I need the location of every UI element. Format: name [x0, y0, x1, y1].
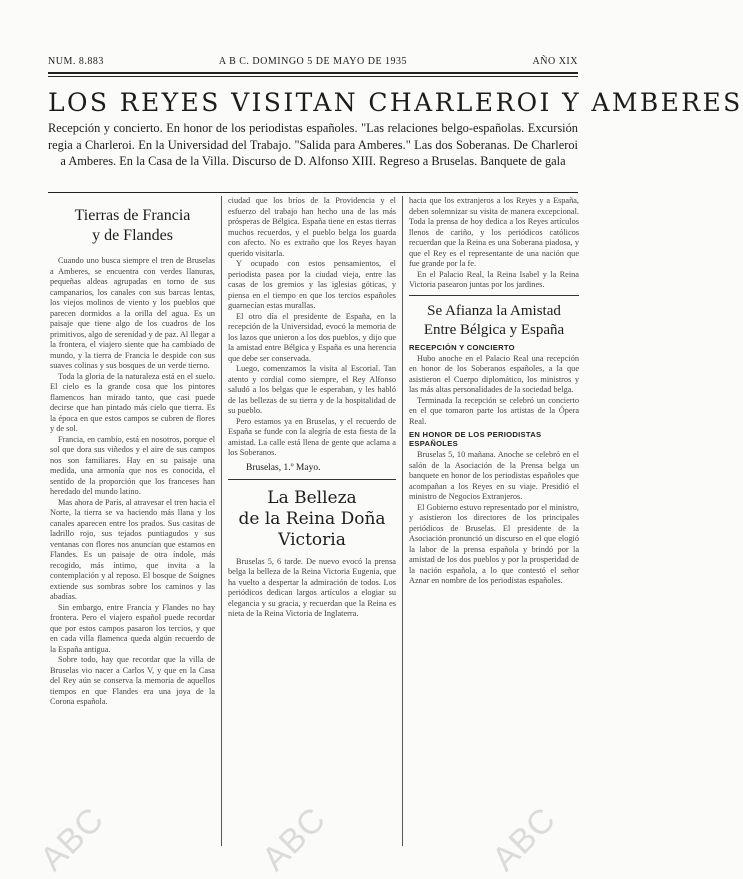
title-line: Tierras de Francia — [74, 207, 191, 224]
issue-number: NUM. 8.883 — [48, 56, 104, 67]
article-title — [50, 206, 215, 246]
paragraph: ciudad que los bríos de la Providencia y el esfuerzo del trabajo han hecho una de las más prósperas de Bélgica. España tiene en estas tierras muchos recuerdos, y el pueblo belga los guarda con afecto. No es extraño que los Reyes hayan querido visitarla. — [228, 196, 396, 258]
column-divider — [221, 196, 222, 846]
masthead-date: A B C. DOMINGO 5 DE MAYO DE 1935 — [218, 56, 408, 67]
title-line: de la Reina Doña Victoria — [238, 508, 386, 550]
paragraph: El otro día el presidente de España, en la recepción de la Universidad, evocó la memoria de los lazos que unieron a los dos pueblos, y dijo que la amistad entre Bélgica y España es una herencia que debe ser conservada. — [228, 311, 396, 363]
watermark: ABC — [254, 799, 334, 879]
paragraph: Mas ahora de París, al atravesar el tren hacia el Norte, la tierra se va haciendo más llana y los canales aparecen entre los prados. Sus casitas de ladrillo rojo, sus tejados puntiagudos y sus ventanas con flores nos anuncian que estamos en Flandes. Es un paisaje de otra índole, más recogido, más íntimo, que invita a la contemplación y al reposo. El bosque de Soignes extiende sus sombras sobre los caminos y las abadías. — [50, 497, 215, 601]
paragraph: En el Palacio Real, la Reina Isabel y la Reina Victoria pasearon juntas por los jardines. — [409, 269, 579, 289]
masthead — [48, 56, 578, 70]
paragraph: Pero estamos ya en Bruselas, y el recuerdo de España se funde con la alegría de esta fiesta de la amistad. La calle está llena de gente que aclama a los Soberanos. — [228, 416, 396, 457]
divider — [409, 295, 579, 296]
divider — [228, 479, 396, 480]
column-1 — [50, 196, 215, 846]
title-line: y de Flandes — [92, 227, 173, 244]
paragraph: Hubo anoche en el Palacio Real una recepción en honor de los Soberanos españoles, a la que asistieron el Cuerpo diplomático, los ministros y las más altas personalidades de la sociedad belga. — [409, 353, 579, 394]
article-title — [228, 488, 396, 551]
headline: LOS REYES VISITAN CHARLEROI Y AMBERES — [48, 88, 743, 117]
paragraph: Toda la gloria de la naturaleza está en el suelo. El cielo es la grande cosa que los pintores flamencos han mirado tanto, que casi puede decirse que han pintado más cielo que tierra. Es la época en que estos campos se cubren de flores y de sol. — [50, 371, 215, 433]
paragraph: Y ocupado con estos pensamientos, el periodista pasea por la ciudad vieja, entre las casas de los gremios y las iglesias góticas, y piensa en el tiempo en que los tercios españoles guarnecían estas murallas. — [228, 259, 396, 310]
section-kicker: RECEPCIÓN Y CONCIERTO — [409, 342, 515, 352]
masthead-year: AÑO XIX — [532, 56, 578, 67]
paragraph: hacia que los extranjeros a los Reyes y a España, deben solemnizar su visita de manera excepcional. Toda la prensa de hoy dedica a los Reyes artículos llenos de cariño, y los periódicos católicos recuerdan que la Reina es una Soberana piadosa, y que el Rey es el representante de una nación que fue grande por la fe. — [409, 196, 579, 268]
title-line: Entre Bélgica y España — [423, 321, 565, 338]
paragraph: Sobre todo, hay que recordar que la villa de Bruselas vio nacer a Carlos V, y que en la Casa del Rey aún se conserva la memoria de aquellos tiempos en que Flandes era una joya de la Corona española. — [50, 655, 215, 706]
paragraph: Bruselas 5, 10 mañana. Anoche se celebró en el salón de la Asociación de la Prensa belga un banquete en honor de los periodistas españoles que acompañan a los Reyes en su viaje. Presidió el ministro de Negocios Extranjeros. — [409, 450, 579, 501]
subhead: Recepción y concierto. En honor de los periodistas españoles. "Las relaciones belgo-españolas. Excursión regia a Charleroi. En la Universidad del Trabajo. "Salida para Amberes." Las dos Soberanas. De Charleroi a Amberes. En la Casa de la Villa. Discurso de D. Alfonso XIII. Regreso a Bruselas. Banquete de gala — [48, 121, 578, 168]
column-2 — [228, 196, 396, 846]
masthead-rule-thin — [48, 76, 578, 77]
title-line: La Belleza — [267, 487, 357, 508]
paragraph: Francia, en cambio, está en nosotros, porque el sol que dora sus viñedos y el aire de sus campos nos son familiares. Hay en su paisaje una medida, una armonía que nos es conocida, el sentido de la proporción que los franceses han heredado del mundo latino. — [50, 434, 215, 496]
section-rule — [48, 192, 578, 193]
section-kicker: EN HONOR DE LOS PERIODISTAS ESPAÑOLES — [409, 430, 542, 448]
article-title — [409, 302, 579, 340]
column-3 — [409, 196, 579, 846]
paragraph: Luego, comenzamos la visita al Escorial. Tan atento y cordial como siempre, el Rey Alfonso saludó a los belgas que le esperaban, y les habló de las bellezas de su tierra y de la hospitalidad de su pueblo. — [228, 364, 396, 415]
paragraph: Terminada la recepción se celebró un concierto en el que tomaron parte los artistas de la Ópera Real. — [409, 395, 579, 426]
paragraph: Bruselas 5, 6 tarde. De nuevo evocó la prensa belga la belleza de la Reina Victoria Eugenia, que ha vuelto a despertar la admiración de todos. Los periódicos dedican largos artículos a elogiar su elegancia y su gracia, y recuerdan que la Reina es nieta de la Reina Victoria de Inglaterra. — [228, 556, 396, 618]
paragraph: Sin embargo, entre Francia y Flandes no hay frontera. Pero el viajero español puede recordar que por estos campos pasaron los tercios, y que en cada villa flamenca queda algún recuerdo de la España antigua. — [50, 602, 215, 654]
watermark: ABC — [484, 799, 564, 879]
title-line: Se Afianza la Amistad — [427, 302, 561, 319]
dateline: Bruselas, 1.º Mayo. — [246, 462, 321, 473]
watermark: ABC — [32, 799, 112, 879]
paragraph: Cuando uno busca siempre el tren de Bruselas a Amberes, se encuentra con verdes llanuras, pequeñas aldeas agrupadas en torno de sus campanarios, los canales con sus barcas lentas, los viejos molinos de viento y los pueblos que parecen dormidos a la orilla del agua. Es un paisaje que tiene algo de los cuadros de los primitivos, algo de serenidad y de paz. Al llegar a la frontera, el viajero siente que ha cambiado de mundo, y la tierra de Francia le despide con sus suaves colinas y sus bosques de un verde tierno. — [50, 256, 215, 370]
column-divider — [402, 196, 403, 846]
masthead-rule — [48, 72, 578, 74]
paragraph: El Gobierno estuvo representado por el ministro, y asistieron los directores de los principales periódicos de Bruselas. El presidente de la Asociación pronunció un discurso en el que elogió la labor de la prensa española y brindó por la amistad de los dos pueblos y por la prosperidad de la nación española, a lo que contestó el señor Aznar en nombre de los periodistas españoles. — [409, 502, 579, 585]
